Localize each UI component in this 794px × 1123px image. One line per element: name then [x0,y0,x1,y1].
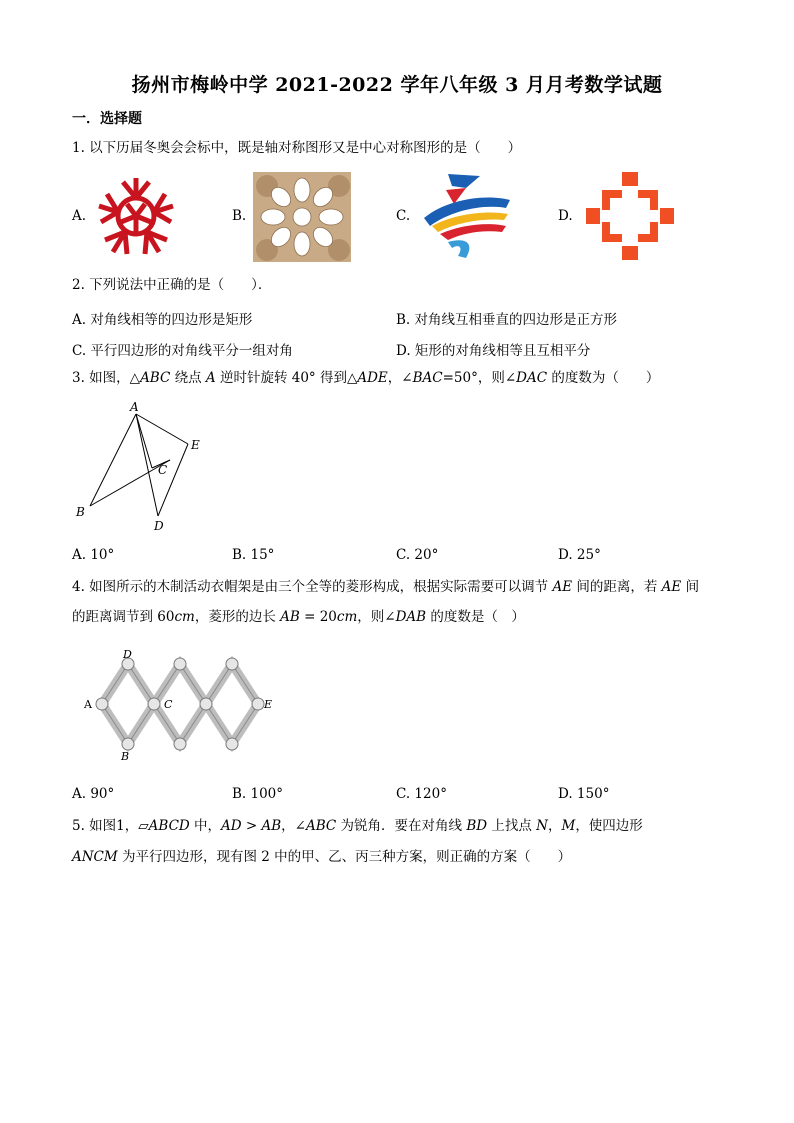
q4-option-b: B. 100° [232,786,284,802]
q3-label-b: B [76,505,85,519]
question-1-stem: 1. 以下历届冬奥会会标中，既是轴对称图形又是中心对称图形的是（ ） [72,140,522,156]
question-4-line-2: 的距离调节到 60cm，菱形的边长 AB = 20cm，则∠DAB 的度数是（ ） [72,609,525,625]
question-5-line-2: ANCM 为平行四边形，现有图 2 中的甲、乙、丙三种方案，则正确的方案（ ） [72,849,572,865]
q2-option-d: D. 矩形的对角线相等且互相平分 [396,343,591,359]
q4-label-d: D [123,648,132,661]
q3-option-a: A. 10° [72,547,115,563]
q1-option-c-label: C. [396,208,411,224]
q3-label-a: A [130,400,139,414]
q1-logo-a-image [93,170,179,258]
q1-logo-b-image [253,172,351,262]
q4-label-e: E [264,698,273,711]
q3-option-b: B. 15° [232,547,275,563]
q1-option-d-label: D. [558,208,573,224]
q4-option-d: D. 150° [558,786,610,802]
q2-option-c: C. 平行四边形的对角线平分一组对角 [72,343,293,359]
q2-option-b: B. 对角线互相垂直的四边形是正方形 [396,312,618,328]
q1-logo-c-image [418,170,514,262]
q3-triangle-figure [70,396,210,536]
q4-option-a: A. 90° [72,786,115,802]
q3-option-d: D. 25° [558,547,601,563]
q3-label-d: D [154,519,164,533]
q4-coat-rack-figure [80,646,280,764]
q4-label-a: A [84,698,92,711]
question-2-stem: 2. 下列说法中正确的是（ ）． [72,277,272,293]
section-heading: 一．选择题 [72,111,142,127]
question-5-line-1: 5. 如图1，▱ABCD 中，AD > AB，∠ABC 为锐角．要在对角线 BD 上找点 N，M，使四边形 [72,818,643,834]
q1-logo-d-image [582,168,678,264]
q1-option-b-label: B. [232,208,247,224]
q1-option-a-label: A. [72,208,87,224]
q4-option-c: C. 120° [396,786,447,802]
q3-label-c: C [158,463,168,477]
page-title: 扬州市梅岭中学 2021-2022 学年八年级 3 月月考数学试题 [131,74,663,96]
q3-label-e: E [191,438,200,452]
q4-label-b: B [121,750,130,763]
q4-label-c: C [164,698,173,711]
question-3-stem: 3. 如图，△ABC 绕点 A 逆时针旋转 40° 得到△ADE，∠BAC=50°，则∠DAC 的度数为（ ） [72,370,660,386]
q2-option-a: A. 对角线相等的四边形是矩形 [72,312,253,328]
q3-option-c: C. 20° [396,547,439,563]
question-4-line-1: 4. 如图所示的木制活动衣帽架是由三个全等的菱形构成，根据实际需要可以调节 AE 间的距离，若 AE 间 [72,579,700,595]
